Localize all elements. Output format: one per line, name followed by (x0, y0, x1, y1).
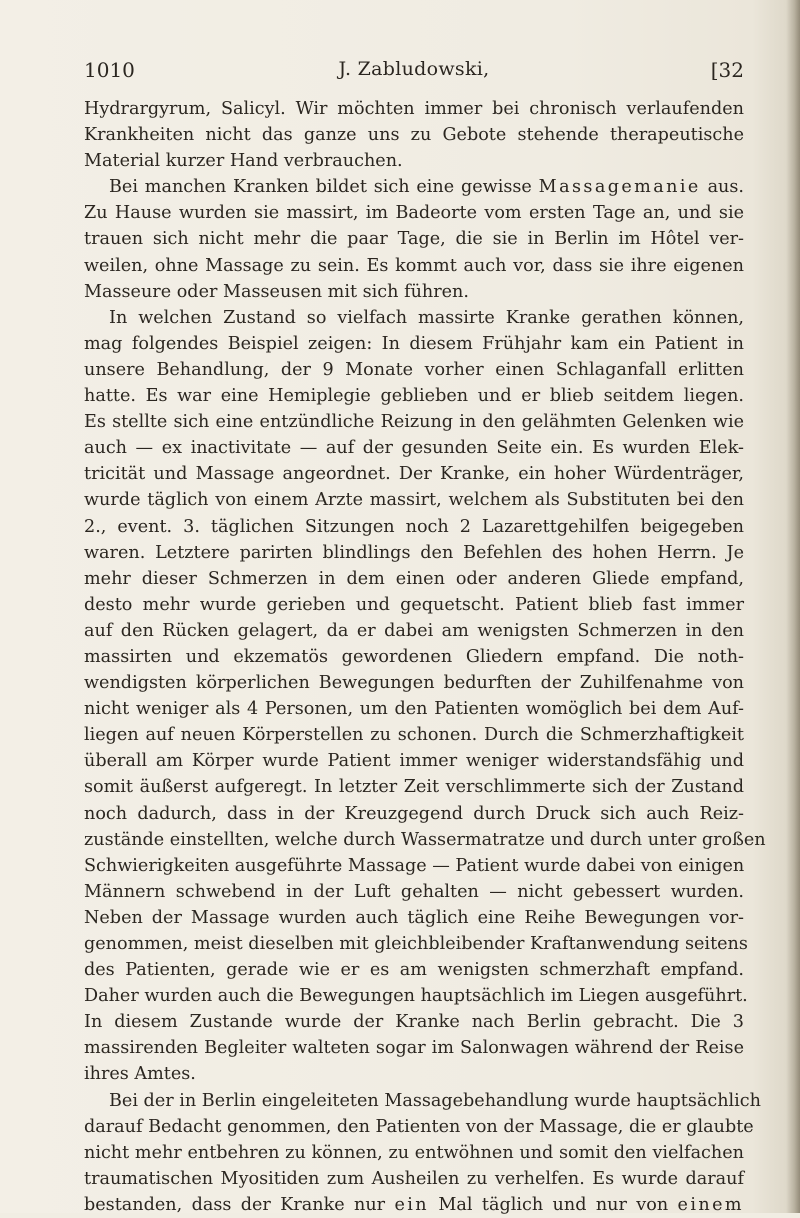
page-header (84, 58, 744, 88)
text-line: Es stellte sich eine entzündliche Reizung in den gelähmten Gelenken wie (84, 412, 744, 433)
page-number: 1010 (84, 58, 135, 82)
text-line: wurde täglich von einem Arzte massirt, welchem als Substituten bei den (84, 490, 744, 511)
text-line: nicht weniger als 4 Personen, um den Patienten womöglich bei dem Auf- (84, 699, 744, 720)
body-text (84, 96, 766, 1218)
text-line: Neben der Massage wurden auch täglich eine Reihe Bewegungen vor- (84, 907, 744, 928)
text-line: noch dadurch, dass in der Kreuzgegend durch Druck sich auch Reiz- (84, 803, 744, 824)
emphasized-term: einem (677, 1194, 745, 1215)
emphasized-term: ein (394, 1194, 430, 1215)
text-line: Hydrargyrum, Salicyl. Wir möchten immer bei chronisch verlaufenden (84, 99, 744, 119)
text-line: auf den Rücken gelagert, da er dabei am wenigsten Schmerzen in den (84, 620, 744, 641)
text-line: weilen, ohne Massage zu sein. Es kommt auch vor, dass sie ihre eigenen (84, 255, 744, 276)
text-line: Männern schwebend in der Luft gehalten — nicht gebessert wurden. (84, 881, 744, 902)
text-line: Krankheiten nicht das ganze uns zu Gebote stehende therapeutische (84, 125, 744, 146)
text-line: trauen sich nicht mehr die paar Tage, die sie in Berlin im Hôtel ver- (84, 229, 744, 250)
text-line: 2., event. 3. täglichen Sitzungen noch 2 Lazarettgehilfen beigegeben (84, 516, 744, 537)
text-line: Masseure oder Masseusen mit sich führen. (84, 281, 469, 302)
text-line: überall am Körper wurde Patient immer weniger widerstandsfähig und (84, 751, 744, 772)
text-line: desto mehr wurde gerieben und gequetscht. Patient blieb fast immer (84, 594, 744, 615)
text-line: massirenden Begleiter walteten sogar im Salonwagen während der Reise (84, 1038, 744, 1059)
text-line: wendigsten körperlichen Bewegungen bedurften der Zuhilfenahme von (84, 673, 744, 694)
running-title: J. Zabludowski, (338, 58, 490, 80)
text-line: massirten und ekzematös gewordenen Gliedern empfand. Die noth- (84, 646, 744, 667)
text-line: liegen auf neuen Körperstellen zu schonen. Durch die Schmerzhaftigkeit (84, 725, 744, 746)
text-fragment: bestanden, dass der Kranke nur (84, 1194, 386, 1215)
text-line: Daher wurden auch die Bewegungen hauptsächlich im Liegen ausgeführt. (84, 986, 748, 1007)
text-line: Zu Hause wurden sie massirt, im Badeorte vom ersten Tage an, und sie (84, 203, 744, 224)
text-line: waren. Letztere parirten blindlings den Befehlen des hohen Herrn. Je (84, 542, 744, 563)
page-edge-shadow (786, 0, 800, 1213)
text-line: auch — ex inactivitate — auf der gesunden Seite ein. Es wurden Elek- (84, 438, 744, 459)
text-line: Bei der in Berlin eingeleiteten Massagebehandlung wurde hauptsächlich (109, 1090, 761, 1111)
text-line: nicht mehr entbehren zu können, zu entwöhnen und somit den vielfachen (84, 1142, 744, 1163)
text-line: mehr dieser Schmerzen in dem einen oder anderen Gliede empfand, (84, 568, 744, 589)
text-line: Material kurzer Hand verbrauchen. (84, 151, 403, 172)
text-line: In diesem Zustande wurde der Kranke nach Berlin gebracht. Die 3 (84, 1012, 744, 1033)
text-line: darauf Bedacht genommen, den Patienten von der Massage, die er glaubte (84, 1116, 754, 1137)
text-line: genommen, meist dieselben mit gleichbleibender Kraftanwendung seitens (84, 934, 748, 954)
text-line: mag folgendes Beispiel zeigen: In diesem Frühjahr kam ein Patient in (84, 333, 744, 354)
text-line: unsere Behandlung, der 9 Monate vorher einen Schlaganfall erlitten (84, 359, 744, 380)
text-line: ihres Amtes. (84, 1064, 196, 1085)
text-line: des Patienten, gerade wie er es am wenigsten schmerzhaft empfand. (84, 960, 744, 981)
text-fragment: Bei manchen Kranken bildet sich eine gewisse (109, 177, 532, 198)
text-line: somit äußerst aufgeregt. In letzter Zeit verschlimmerte sich der Zustand (84, 777, 744, 798)
text-line (84, 1192, 744, 1218)
text-fragment: aus. (707, 177, 745, 198)
text-line (84, 174, 744, 200)
section-mark: [32 (710, 58, 744, 82)
emphasized-term: Massagemanie (538, 177, 701, 198)
text-line: traumatischen Myositiden zum Ausheilen zu verhelfen. Es wurde darauf (84, 1168, 744, 1189)
text-line: tricität und Massage angeordnet. Der Kranke, ein hoher Würdenträger, (84, 464, 744, 485)
text-line: Schwierigkeiten ausgeführte Massage — Patient wurde dabei von einigen (84, 855, 745, 876)
text-line: In welchen Zustand so vielfach massirte Kranke gerathen können, (109, 307, 744, 328)
text-fragment: Mal täglich und nur von (438, 1194, 669, 1215)
text-line: zustände einstellten, welche durch Wassermatratze und durch unter großen (84, 829, 766, 850)
text-line: hatte. Es war eine Hemiplegie geblieben und er blieb seitdem liegen. (84, 386, 744, 407)
